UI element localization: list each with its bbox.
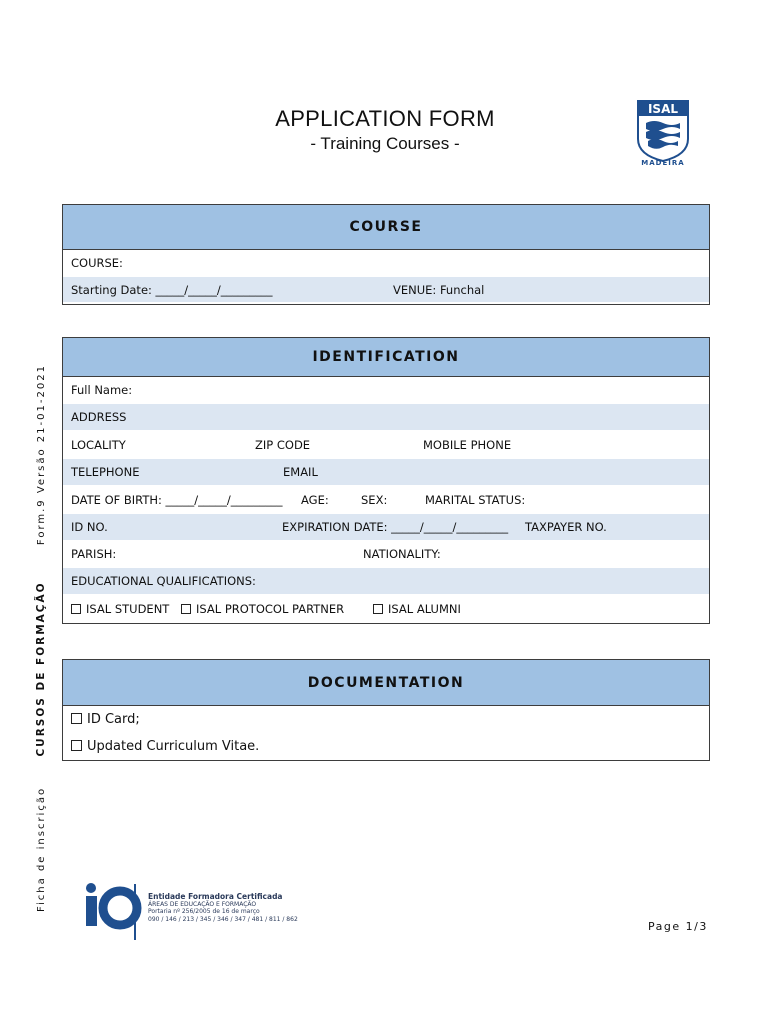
side-form-name: Ficha de inscrição xyxy=(36,786,47,912)
date-of-birth-field[interactable]: DATE OF BIRTH: _____/_____/_________ xyxy=(71,493,283,507)
cert-line-1: ÁREAS DE EDUCAÇÃO E FORMAÇÃO xyxy=(148,900,257,908)
email-label: EMAIL xyxy=(283,465,318,479)
checkbox-icon[interactable] xyxy=(71,713,82,724)
page-subtitle: - Training Courses - xyxy=(310,134,460,153)
cert-line-2: Portaria nº 256/2005 de 16 de março xyxy=(148,908,260,915)
full-name-label: Full Name: xyxy=(71,383,133,397)
educational-qualifications-label: EDUCATIONAL QUALIFICATIONS: xyxy=(71,574,256,588)
protocol-partner-label: ISAL PROTOCOL PARTNER xyxy=(196,602,345,616)
isal-alumni-label: ISAL ALUMNI xyxy=(388,602,461,616)
address-label: ADDRESS xyxy=(71,410,127,424)
course-section xyxy=(62,204,710,305)
isal-student-checkbox[interactable] xyxy=(71,595,169,623)
checkbox-icon[interactable] xyxy=(71,740,82,751)
id-card-item[interactable] xyxy=(63,706,709,734)
cv-item[interactable] xyxy=(63,734,709,760)
certification-text xyxy=(148,893,298,923)
education-row[interactable] xyxy=(63,568,709,595)
documentation-section xyxy=(62,659,710,761)
birth-row[interactable] xyxy=(63,486,709,514)
cert-line-3: 090 / 146 / 213 / 345 / 346 / 347 / 481 / 811 / 862 xyxy=(148,915,298,923)
full-name-row[interactable] xyxy=(63,377,709,404)
taxpayer-no-label: TAXPAYER NO. xyxy=(525,520,607,534)
id-card-label: ID Card; xyxy=(87,712,140,727)
locality-row[interactable] xyxy=(63,431,709,459)
id-row[interactable] xyxy=(63,514,709,541)
checkbox-icon[interactable] xyxy=(71,604,81,614)
starting-date-row[interactable] xyxy=(63,277,709,303)
side-version: Form.9 Versão 21-01-2021 xyxy=(36,364,47,546)
venue-label: VENUE: Funchal xyxy=(393,283,485,297)
address-row[interactable] xyxy=(63,404,709,431)
course-row[interactable] xyxy=(63,250,709,277)
isal-student-label: ISAL STUDENT xyxy=(86,602,170,616)
marital-status-label: MARITAL STATUS: xyxy=(425,493,526,507)
side-category: CURSOS DE FORMAÇÃO xyxy=(35,581,47,757)
telephone-label: TELEPHONE xyxy=(71,465,140,479)
isal-logo xyxy=(632,99,694,171)
age-label: AGE: xyxy=(301,493,329,507)
parish-row[interactable] xyxy=(63,541,709,568)
nationality-label: NATIONALITY: xyxy=(363,547,441,561)
cert-title: Entidade Formadora Certificada xyxy=(148,892,283,901)
telephone-row[interactable] xyxy=(63,459,709,486)
documentation-section-title: DOCUMENTATION xyxy=(63,660,709,706)
logo-text: ISAL xyxy=(647,102,679,116)
mobile-phone-label: MOBILE PHONE xyxy=(423,438,512,452)
parish-label: PARISH: xyxy=(71,547,117,561)
isal-alumni-checkbox[interactable] xyxy=(373,595,461,623)
course-label: COURSE: xyxy=(71,256,123,270)
status-checkbox-row xyxy=(63,595,709,623)
zip-code-label: ZIP CODE xyxy=(255,438,311,452)
side-vertical-text xyxy=(30,364,52,912)
locality-label: LOCALITY xyxy=(71,438,126,452)
starting-date-field[interactable]: Starting Date: _____/_____/_________ xyxy=(71,283,273,297)
sex-label: SEX: xyxy=(361,493,388,507)
course-section-title: COURSE xyxy=(63,205,709,250)
cv-label: Updated Curriculum Vitae. xyxy=(87,739,260,754)
expiration-date-field[interactable]: EXPIRATION DATE: _____/_____/_________ xyxy=(282,520,509,534)
checkbox-icon[interactable] xyxy=(181,604,191,614)
id-no-label: ID NO. xyxy=(71,520,108,534)
logo-caption: MADEIRA xyxy=(641,159,685,167)
checkbox-icon[interactable] xyxy=(373,604,383,614)
identification-section-title: IDENTIFICATION xyxy=(63,338,709,377)
page-title: APPLICATION FORM xyxy=(275,106,495,131)
protocol-partner-checkbox[interactable] xyxy=(181,595,344,623)
identification-section xyxy=(62,337,710,624)
page-number: Page 1/3 xyxy=(648,920,708,933)
